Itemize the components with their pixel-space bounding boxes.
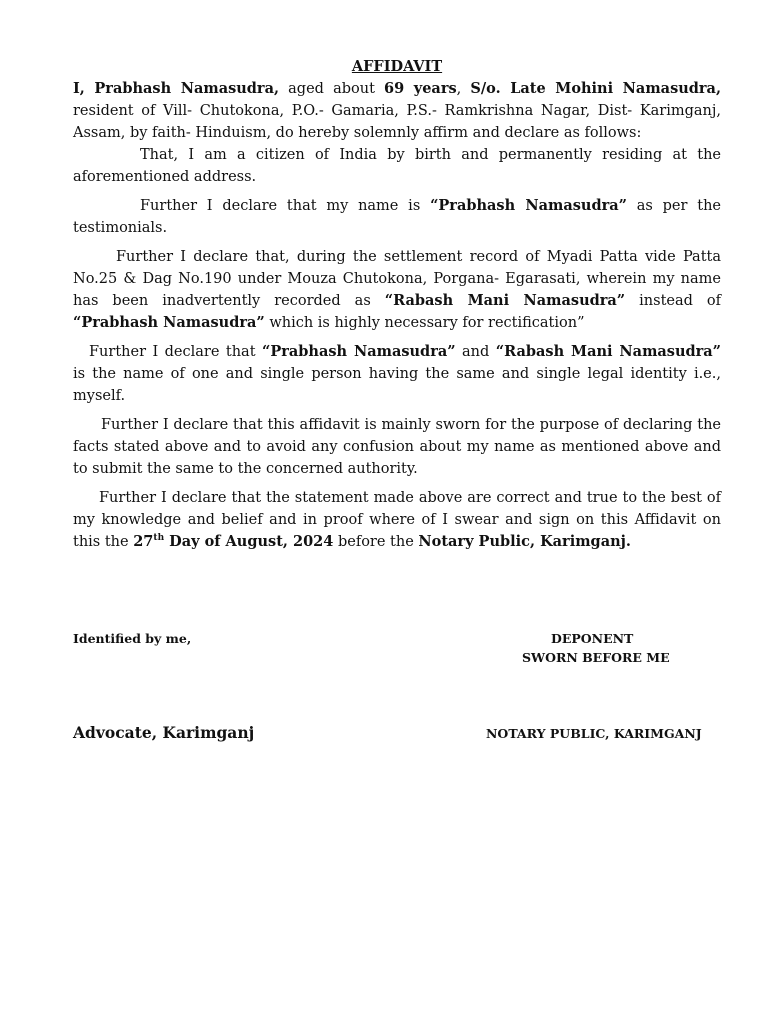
paragraph-oath: Further I declare that the statement made above are correct and true to the best of my knowledge and belief and in proof where of I swear and sign on this Affidavit on this the 27th Day of August, 2024 before the Notary Public, Karimganj. xyxy=(73,490,721,550)
paragraph-purpose: Further I declare that this affidavit is mainly sworn for the purpose of declaring the facts stated above and to avoid any confusion about my name as mentioned above and to submit the same to the concerned authority. xyxy=(73,417,721,477)
document-title: AFFIDAVIT xyxy=(351,58,443,75)
advocate-label: Advocate, Karimganj xyxy=(73,723,255,742)
identified-by-label: Identified by me, xyxy=(73,631,192,646)
paragraph-citizenship: That, I am a citizen of India by birth and permanently residing at the aforementioned address. xyxy=(73,147,721,185)
deponent-age: 69 years xyxy=(384,80,457,97)
paragraph-name-declaration: Further I declare that my name is “Prabhash Namasudra” as per the testimonials. xyxy=(73,197,721,236)
deponent-label: DEPONENT xyxy=(551,631,634,646)
paragraph-single-identity: Further I declare that “Prabhash Namasudra” and “Rabash Mani Namasudra” is the name of one and single person having the same and single legal identity i.e., myself. xyxy=(73,343,722,404)
sworn-before-label: SWORN BEFORE ME xyxy=(522,650,670,665)
oath-notary: Notary Public, Karimganj. xyxy=(418,533,631,550)
notary-label: NOTARY PUBLIC, KARIMGANJ xyxy=(486,726,702,741)
oath-day: 27th Day of August, 2024 xyxy=(133,533,334,550)
deponent-name: I, Prabhash Namasudra, xyxy=(73,80,280,97)
intro-paragraph: I, Prabhash Namasudra, aged about 69 years, S/o. Late Mohini Namasudra, resident of Vill- Chutokona, P.O.- Gamaria, P.S.- Ramkrishna Nagar, Dist- Karimganj, Assam, by faith- Hinduism, do hereby solemnly affirm and declare as follows: xyxy=(73,80,721,141)
paragraph-settlement-record: Further I declare that, during the settlement record of Myadi Patta vide Patta No.25 & Dag No.190 under Mouza Chutokona, Porgana- Egarasati, wherein my name has been inadvertently recorded as “Rabash Mani Namasudra” instead of “Prabhash Namasudra” which is highly necessary for rectification” xyxy=(73,249,721,331)
deponent-father: S/o. Late Mohini Namasudra, xyxy=(470,80,721,97)
affidavit-body xyxy=(73,56,721,553)
